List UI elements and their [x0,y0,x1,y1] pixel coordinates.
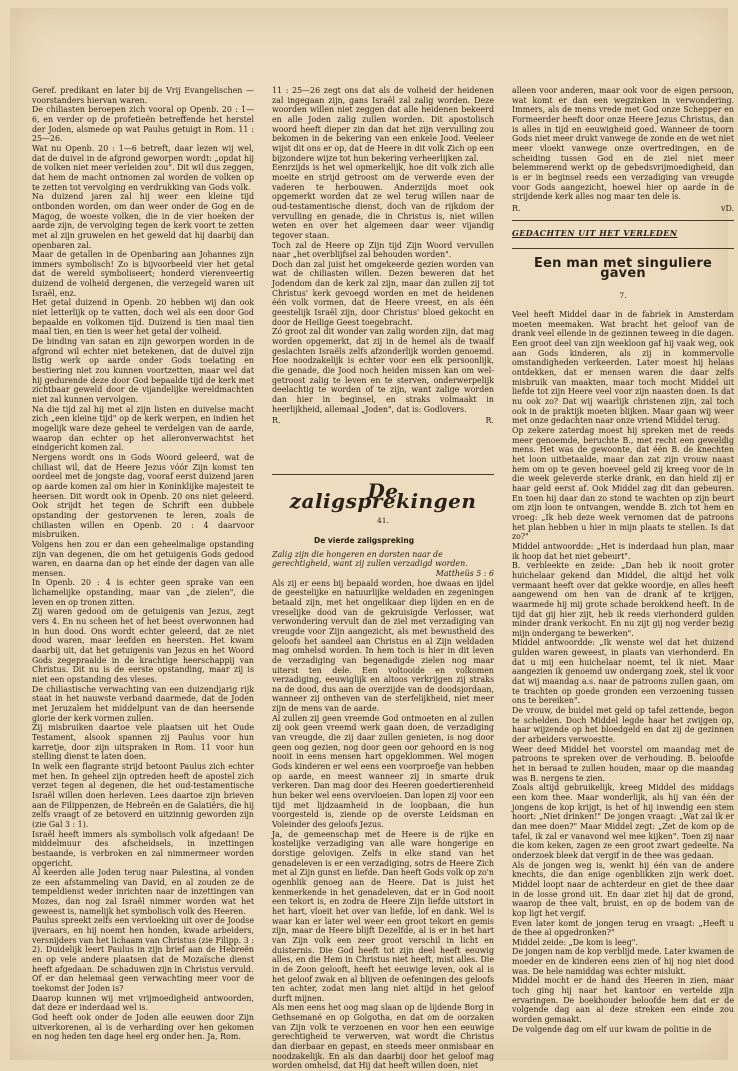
article-title: Een man met singuliere gaven [533,256,713,281]
paragraph: Het getal duizend in Openb. 20 hebben wij dan ook niet letterlijk op te vatten, doch wel als een door God bepaalde en volkomen tijd. Duizend is tien maal tien maal tien, en tien is weer het getal der volheid. [32,298,254,337]
paragraph: Ja, de gemeenschap met de Heere is de rijke en kostelijke verzadiging van alle ware hongerige en dorstige gelovigen. Zelfs in elke stand van het genadeleven is er een verzadiging, sotrs de Heere Zich met al Zijn gunst en liefde. Dan heeft Gods volk op zo'n ogenblik genoeg aan de Heere. Dat is juist het kenmerkende in het genadeleven, dat er in God nooit een tekort is, en zodra de Heere Zijn liefde uitstort in het hart, vloeit het over van liefde, lof en dank. Wel is waar kan er later wel weer een groot tekort en gemis zijn, maar de Heere blijft Dezelfde, al is er in het hart van Zijn volk een zeer groot verschil in licht en duisternis. Die God heeft tot zijn deel heeft eeuwig alles, en die Hem in Christus niet heeft, mist alles. Die in de Zoon gelooft, heeft het eeuwige leven, ook al is het geloof zwak en al blijven de oefeningen des geloofs ten achter, zodat men lang niet altijd in het geloof durft mijnen. [272,829,494,1003]
paragraph: Of er dan helemaal geen verwachting meer voor de toekomst der Joden is? [32,974,254,994]
paragraph: Nergens wordt ons in Gods Woord geleerd, wat de chiliast wil, dat de Heere Jezus vóór Zijn komst ten oordeel met de jongste dag, vooraf eerst duizend jaren op aarde komen zal om hier in Koninklijke majesteit te heersen. Dit wordt ook in Openb. 20 ons niet geleerd. Ook strijdt het tegen de Schrift een dubbele opstanding der gestorvenen te leren, zoals de chiliasten willen en Openb. 20 : 4 daarvoor misbruiken. [32,452,254,540]
newspaper-page [10,8,734,1071]
divider [272,474,494,475]
paragraph: Middel antwoordde: „Het is inderdaad hun plan, maar ik hoop dat het niet gebeurt". [512,541,734,561]
paragraph: Middel antwoordde: „Ik wenste wel dat het duizend gulden waren geweest, in plaats van vierhonderd. En dat u mij een huichelaar noemt, tel ik niet. Maar aangezien ik genoemd uw ondergang zoek, stel ik voor dat wij maandag a.s. naar de patroons zullen gaan, om te trachten op goede gronden een verzoening tussen ons te bereiken". [512,638,734,706]
paragraph: B. verbleekte en zeide: „Dan heb ik nooit groter huichelaar gekend dan Middel, die altijd het volk vermaant heeft over dat gekke woordje, en alles heeft aangewend om hen van de drank af te krijgen, waarmede hij mij grote schade berokkend heeft. In de tijd dat gij hier zijt, heb ik reeds vierhonderd gulden minder drank verkocht. En nu zijt gij nog verder bezig mijn ondergang te bewerken". [512,561,734,638]
scripture-reference: Mattheüs 5 : 6 [435,568,494,578]
divider [512,248,734,249]
paragraph: De volgende dag om elf uur kwam de politie in de [512,1024,712,1034]
paragraph: Na die tijd zal hij met al zijn listen en duivelse macht zich „een kleine tijd" op de kerk werpen, en indien het mogelijk ware deze geheel te verdelgen van de aarde, waarop dan echter op het alleronverwachtst het eindgericht komen zal. [32,404,254,453]
column-1 [32,86,254,1058]
paragraph: De binding van satan en zijn geworpen worden in de afgrond wil echter niet betekenen, dat de duivel zijn listig werk op aarde onder Gods toelating en bestiering niet zou kunnen voortzetten, maar wel dat hij gedurende deze door God bepaalde tijd de kerk met zichtbaar geweld door de vijandelijke wereldmachten niet zal kunnen vervolgen. [32,337,254,404]
zaligsprekingen-article [272,468,494,1071]
divider [512,220,734,221]
article-number: 41. [377,516,389,526]
paragraph: Op zekere zaterdag moest hij spreken met de reeds meer genoemde, beruchte B., met recht een geweldig mens. Het was de gewoonte, dat één B. de knechten het loon uitbetaalde, maar dan zat zijn vrouw naast hem om op te geven hoeveel geld zij kreeg voor de in die week geleverde sterke drank, en dan hield zij er haar geld eerst af. Ook Middel zag dit dan gebeuren. En toen hij daar dan zo stond te wachten op zijn beurt om zijn loon te ontvangen, wendde B. zich tot hem en vroeg: „Ik heb deze week vernomen dat de patroons het plan hebben u hier in mijn plaats te stellen. Is dat zo?" [512,426,734,542]
column-2 [272,86,494,1071]
paragraph: Zoals altijd gebruikelijk, kreeg Middel des middags een kom thee. Maar wonderlijk, als hij van één der jongens de kop krijgt, is het of hij inwendig een stem hoort: „Niet drinken!" De jongen vraagt: „Wat zal ik er dan mee doen?" Maar Middel zegt: „Zet de kom op de tafel, ik zal er vanavond wel mee kijken". Toen zij naar die kom keken, zagen ze een groot zwart gedeelte. Na onderzoek bleek dat vergif in de thee was gedaan. [512,783,734,860]
signature-line [512,204,734,214]
paragraph: Na duizend jaren zal hij weer een kleine tijd ontbonden worden, om dan weer onder de Gog en de Magog, de woeste volken, die in de vier hoeken der aarde zijn, de vervolging tegen de kerk voort te zetten met al zijn gruwelen en het geweld dat hij daarbij dan openbaren zal. [32,192,254,250]
paragraph: God heeft ook onder de Joden alle eeuwen door Zijn uitverkorenen, al is de verharding over hen gekomen en nog heden ten dage heel erg onder hen. Ja, Rom. [32,1013,254,1042]
signature-right: vD. [720,203,734,213]
paragraph: alleen voor anderen, maar ook voor de eigen persoon, wat komt er dan een wegzinken in verwondering. Immers, als de mens vrede met God onze Schepper en Formeerder heeft door onze Heere Jezus Christus, dan is alles in tijd en eeuwigheid goed. Wanneer de toorn Gods niet meer drukt vanwege de zonde en de wet niet meer vloekt vanwege onze overtredingen, en de scheiding tussen God en de ziel niet meer belemmerend werkt op de gebedsvrijmoedigheid, dan is er in beginsel reeds een verzadiging van vreugde voor Gods aangezicht, hoewel hier op aarde in de strijdende kerk alles nog maar ten dele is. [512,86,734,202]
paragraph: Israël heeft immers als symbolisch volk afgedaan! De middelmuur des afscheidsels, in inzettingen bestaande, is verbroken en zal nimmermeer worden opgericht. [32,829,254,868]
paragraph: Weer deed Middel het voorstel om maandag met de patroons te spreken over de verhouding. B. beloofde het in beraad te zullen houden, maar op die maandag was B. nergens te zien. [512,744,734,783]
article-subheading: De vierde zaligspreking [314,535,415,545]
paragraph: Even later komt de jongen terug en vraagt: „Heeft u de thee al opgedronken?" [512,918,734,938]
paragraph: Zij waren gedood om de getuigenis van Jezus, zegt vers 4. En nu scheen het of het beest overwonnen had in hun dood. Ons wordt echter geleerd, dat ze niet dood waren, maar leefden en heersten. Het kwam daarbij uit, dat het getuigenis van Jezus en het Woord Gods zegepraalde in de krachtige heerschappij van Christus. Dit nu is de eerste opstanding, maar zij is niet een opstanding des vleses. [32,607,254,685]
paragraph: De jongen nam de kop verblijd mede. Later kwamen de moeder en de kinderen eens zien of hij nog niet dood was. De hele namiddag was echter mislukt. [512,947,734,976]
paragraph: Veel heeft Middel daar in de fabriek in Amsterdam moeten meemaken. Wat bracht het geloof van de drank veel ellende in de gezinnen teweeg in die dagen. Een groot deel van zijn weekloon gaf hij vaak weg, ook aan Gods kinderen, als zij in kommervolle omstandigheden verkeerden. Later moest hij helaas ontdekken, dat er mensen waren die daar zelfs misbruik van maakten, maar toch mocht Middel uit liefde tot zijn Heere veel voor zijn naasten doen. Is dat nu ook zo? Dat wij waarlijk christenen zijn, zal toch ook in de praktijk moeten blijken. Maar gaan wij weer met onze gedachten naar onze vriend Middel terug. [512,310,734,426]
paragraph: In welk een flagrante strijd betoont Paulus zich echter met hen. In geheel zijn optreden heeft de apostel zich verzet tegen al degenen, die het oud-testamentische Israël willen doen herleven. Lees daartoe zijn brieven aan de Filippenzen, de Hebreën en de Galatiërs, die hij zelfs vraagt of ze betoverd en uitzinnig geworden zijn (zie Gal 3 : 1). [32,761,254,829]
article-continuation [272,86,494,426]
paragraph: Zó groot zal dit wonder van zalig worden zijn, dat mag worden opgemerkt, dat zij in de hemel als de twaalf geslachten Israëls zelfs afzonderlijk worden genoemd. Hoe noodzakelijk is echter voor een elk persoonlijk, die genade, die Jood noch heiden missen kan om wel-getroost zalig te leven en te sterven, onderwerpelijk deelachtig te worden of te zijn, want zalige worden dan hier in beginsel, en straks volmaakt in heerlijkheid, allemaal „Joden", dat is: Godlovers. [272,327,494,414]
signature-right: R. [485,416,494,426]
paragraph: Als men eens het oog mag slaan op de lijdende Borg in Gethsemané en op Golgotha, en dat om de oorzaken van Zijn volk te verzoenen en voor hen een eeuwige gerechtigheid te verwerven, wat wordt die Christus dan dierbaar en gepast, en steeds meer onmisbaar en noodzakelijk. En als dan daarbij door het geloof mag worden omhelsd, dat Hij dat heeft willen doen, niet [272,1003,494,1071]
paragraph: De chiliasten beroepen zich vooral op Openb. 20 : 1—6, en verder op de profetieën betreffende het herstel der Joden, alsmede op wat Paulus getuigt in Rom. 11 : 25—26. [32,105,254,144]
paragraph: 11 : 25—26 zegt ons dat als de volheid der heidenen zal ingegaan zijn, gans Israël zal zalig worden. Deze woorden willen niet zeggen dat alle heidenen bekeerd en alle Joden zalig zullen worden. Dit apostolisch woord heeft dieper zin dan dat het zijn vervulling zou bekomen in de bekering van een enkele Jood. Veeleer wijst dit ons er op, dat de Heere in dit volk Zich op een bijzondere wijze tot hun bekering verheerlijken zal. [272,86,494,163]
paragraph: Doch dan zal juist het omgekeerde gezien worden van wat de chiliasten willen. Dezen beweren dat het Jodendom dan de kerk zal zijn, maar dan zullen zij tot Christus' kerk gevoegd worden en met de heidenen één volk vormen, dat de Heere vreest, en als één geestelijk Israël zijn, door Christus' bloed gekocht en door de Heilige Geest toegebracht. [272,259,494,327]
paragraph: Als de jongen weg is, wenkt hij één van de andere knechts, die dan enige ogenblikken zijn werk doet. Middel loopt naar de achterdeur en giet de thee daar in de losse grond uit. En daar ziet hij dat de grond, waarop de thee valt, bruist, en op de bodem van de kop ligt het vergif. [512,860,734,918]
paragraph: Middel zeide: „De kom is leeg". [512,937,638,947]
paragraph: Eenrzijds is het wel opmerkelijk, hoe dit volk zich alle moeite en strijd getroost om de verwerde even der vaderen te herbouwen. Anderzijds moet ook opgemerkt worden dat ze wel terug willen naar de oud-testamentische dienst, doch van de rijkdom der vervulling en genade, die in Christus is, niet willen weten en over het algemeen daar weer vijandig tegover staan. [272,163,494,240]
paragraph: Al zullen zij geen vreemde God ontmoeten en al zullen zij ook geen vreemd werk gaan doen, de verzadiging van vreugde, die zij daar zullen genieten, is nog door geen oog gezien, nog door geen oor gehoord en is nog nooit in eens mensen hart opgeklommen. Wel mogen Gods kinderen er wel eens een voorproefje van hebben op aarde, en meest wanneer zij in smarte druk verkeren. Dan mag door des Heeren goedertierenheid hun beker wel eens overvloeien. Dan lopen zij voor een tijd met lijdzaamheid in de loopbaan, die hun voorgesteld is, ziende op de overste Leidsman en Voleinder des geloofs Jezus. [272,713,494,829]
paragraph: Middel mocht er de hand des Heeren in zien, maar toch ging hij naar het kantoor en vertelde zijn ervaringen. De boekhouder beloofde hem dat er de volgende dag aan al deze streken een einde zou worden gemaakt. [512,976,734,1025]
signature-line [272,416,494,426]
paragraph: Zij misbruiken daartoe vele plaatsen uit het Oude Testament, alsook spannen zij Paulus voor hun karretje, door zijn uitspraken in Rom. 11 voor hun stelling dienst te laten doen. [32,723,254,762]
section-label: GEDACHTEN UIT HET VERLEDEN [512,227,678,238]
paragraph: De vrouw, de buidel met geld op tafel zettende, begon te schelden. Doch Middel legde haar het zwijgen op, haar wijzende op het bloedgeld en dat zij de gezinnen der arbeiders verwoestte. [512,706,734,745]
paragraph: Toch zal de Heere op Zijn tijd Zijn Woord vervullen naar „het overblijfsel zal behouden worden". [272,240,494,260]
paragraph: Wat nu Openb. 20 : 1—6 betreft, daar lezen wij wel, dat de duivel in de afgrond geworpen wordt: „opdat hij de volken niet meer verleiden zou". Dit wil dus zeggen, dat hem de macht ontnomen zal worden de volken op te zetten tot vervolging en verdrukking van Gods volk. [32,143,254,192]
paragraph: Volgens hen zou er dan een geheelmalige opstanding zijn van degenen, die om het getuigenis Gods gedood waren, en daarna dan op het einde der dagen van alle mensen. [32,539,254,578]
paragraph: In Openb. 20 : 4 is echter geen sprake van een lichamelijke opstanding, maar van „de zielen", die leven en op tronen zitten. [32,578,254,607]
paragraph: Al keerden alle Joden terug naar Palestina, al vonden ze een afstammeling van David, en al zouden ze de tempeldienst weder inrichten naar de inzettingen van Mozes, dan nog zal Israël nimmer worden wat het geweest is, namelijk het symbolisch volk des Heeren. [32,868,254,916]
paragraph: De chiliastische verwachting van een duizendjarig rijk staat in het nauwste verband daarmede, dat de Joden met Jeruzalem het middelpunt van de dan heersende glorie der kerk vormen zullen. [32,684,254,723]
column-3 [512,86,734,1058]
article-title: De zaligsprekingen [289,479,477,513]
paragraph: Maar de getallen in de Openbaring aan Johannes zijn immers symbolisch! Zo is bijvoorbeeld vier het getal dat de wereld symboliseert; honderd vierenveertig duizend de volheid dergenen, die verzegeld waren uit Israël, enz. [32,250,254,298]
paragraph: Als zij er eens bij bepaald worden, hoe dwaas en ijdel de geestelijke en natuurlijke weldaden en zegeningen betaald zijn, met het ongelikaar diep lijden en en de vreselijke dood van de gekruisigde Verlosser, wat verwondering vervult dan de ziel met verzadiging van vreugde voor Zijn aangezicht, als met bewustheid des geloofs het aandeel aan Christus en al Zijn weldaden mag omhelsd worden. In hem toch is hier in dit leven de verzadiging van begenadigde zielen nog maar uiterst ten dele. Een voltooide en volkomen verzadiging, eeuwiglijk en altoos verkrijgen zij straks na de dood, dus aan de overzijde van de doodsjordaan, wanneer zij ontheven van de sterfelijkheid, niet meer zijn de mens van de aarde. [272,578,494,714]
paragraph: Paulus spreekt zelfs een vervloeking uit over de Joodse ijveraars, en hij noemt hen honden, kwade arbeiders, versnijders van het lichaam van Christus (zie Filipp. 3 : 2). Duidelijk leert Paulus in zijn brief aan de Hebreën en op vele andere plaatsen dat de Mozaïsche dienst heeft afgedaan. De schaduwen zijn in Christus vervuld. [32,916,254,974]
signature-left: R. [272,416,281,426]
signature-left: R. [512,203,521,213]
paragraph: Geref. predikant en later bij de Vrij Evangelischen — voorstanders hiervan waren. [32,86,254,105]
article-number: 7. [619,290,627,300]
scripture-quote: Zalig zijn die hongeren en dorsten naar de gerechtigheid, want zij zullen verzadigd worden. [272,549,468,569]
paragraph: Daarop kunnen wij met vrijmoedigheid antwoorden, dat deze er inderdaad wel is. [32,993,254,1013]
